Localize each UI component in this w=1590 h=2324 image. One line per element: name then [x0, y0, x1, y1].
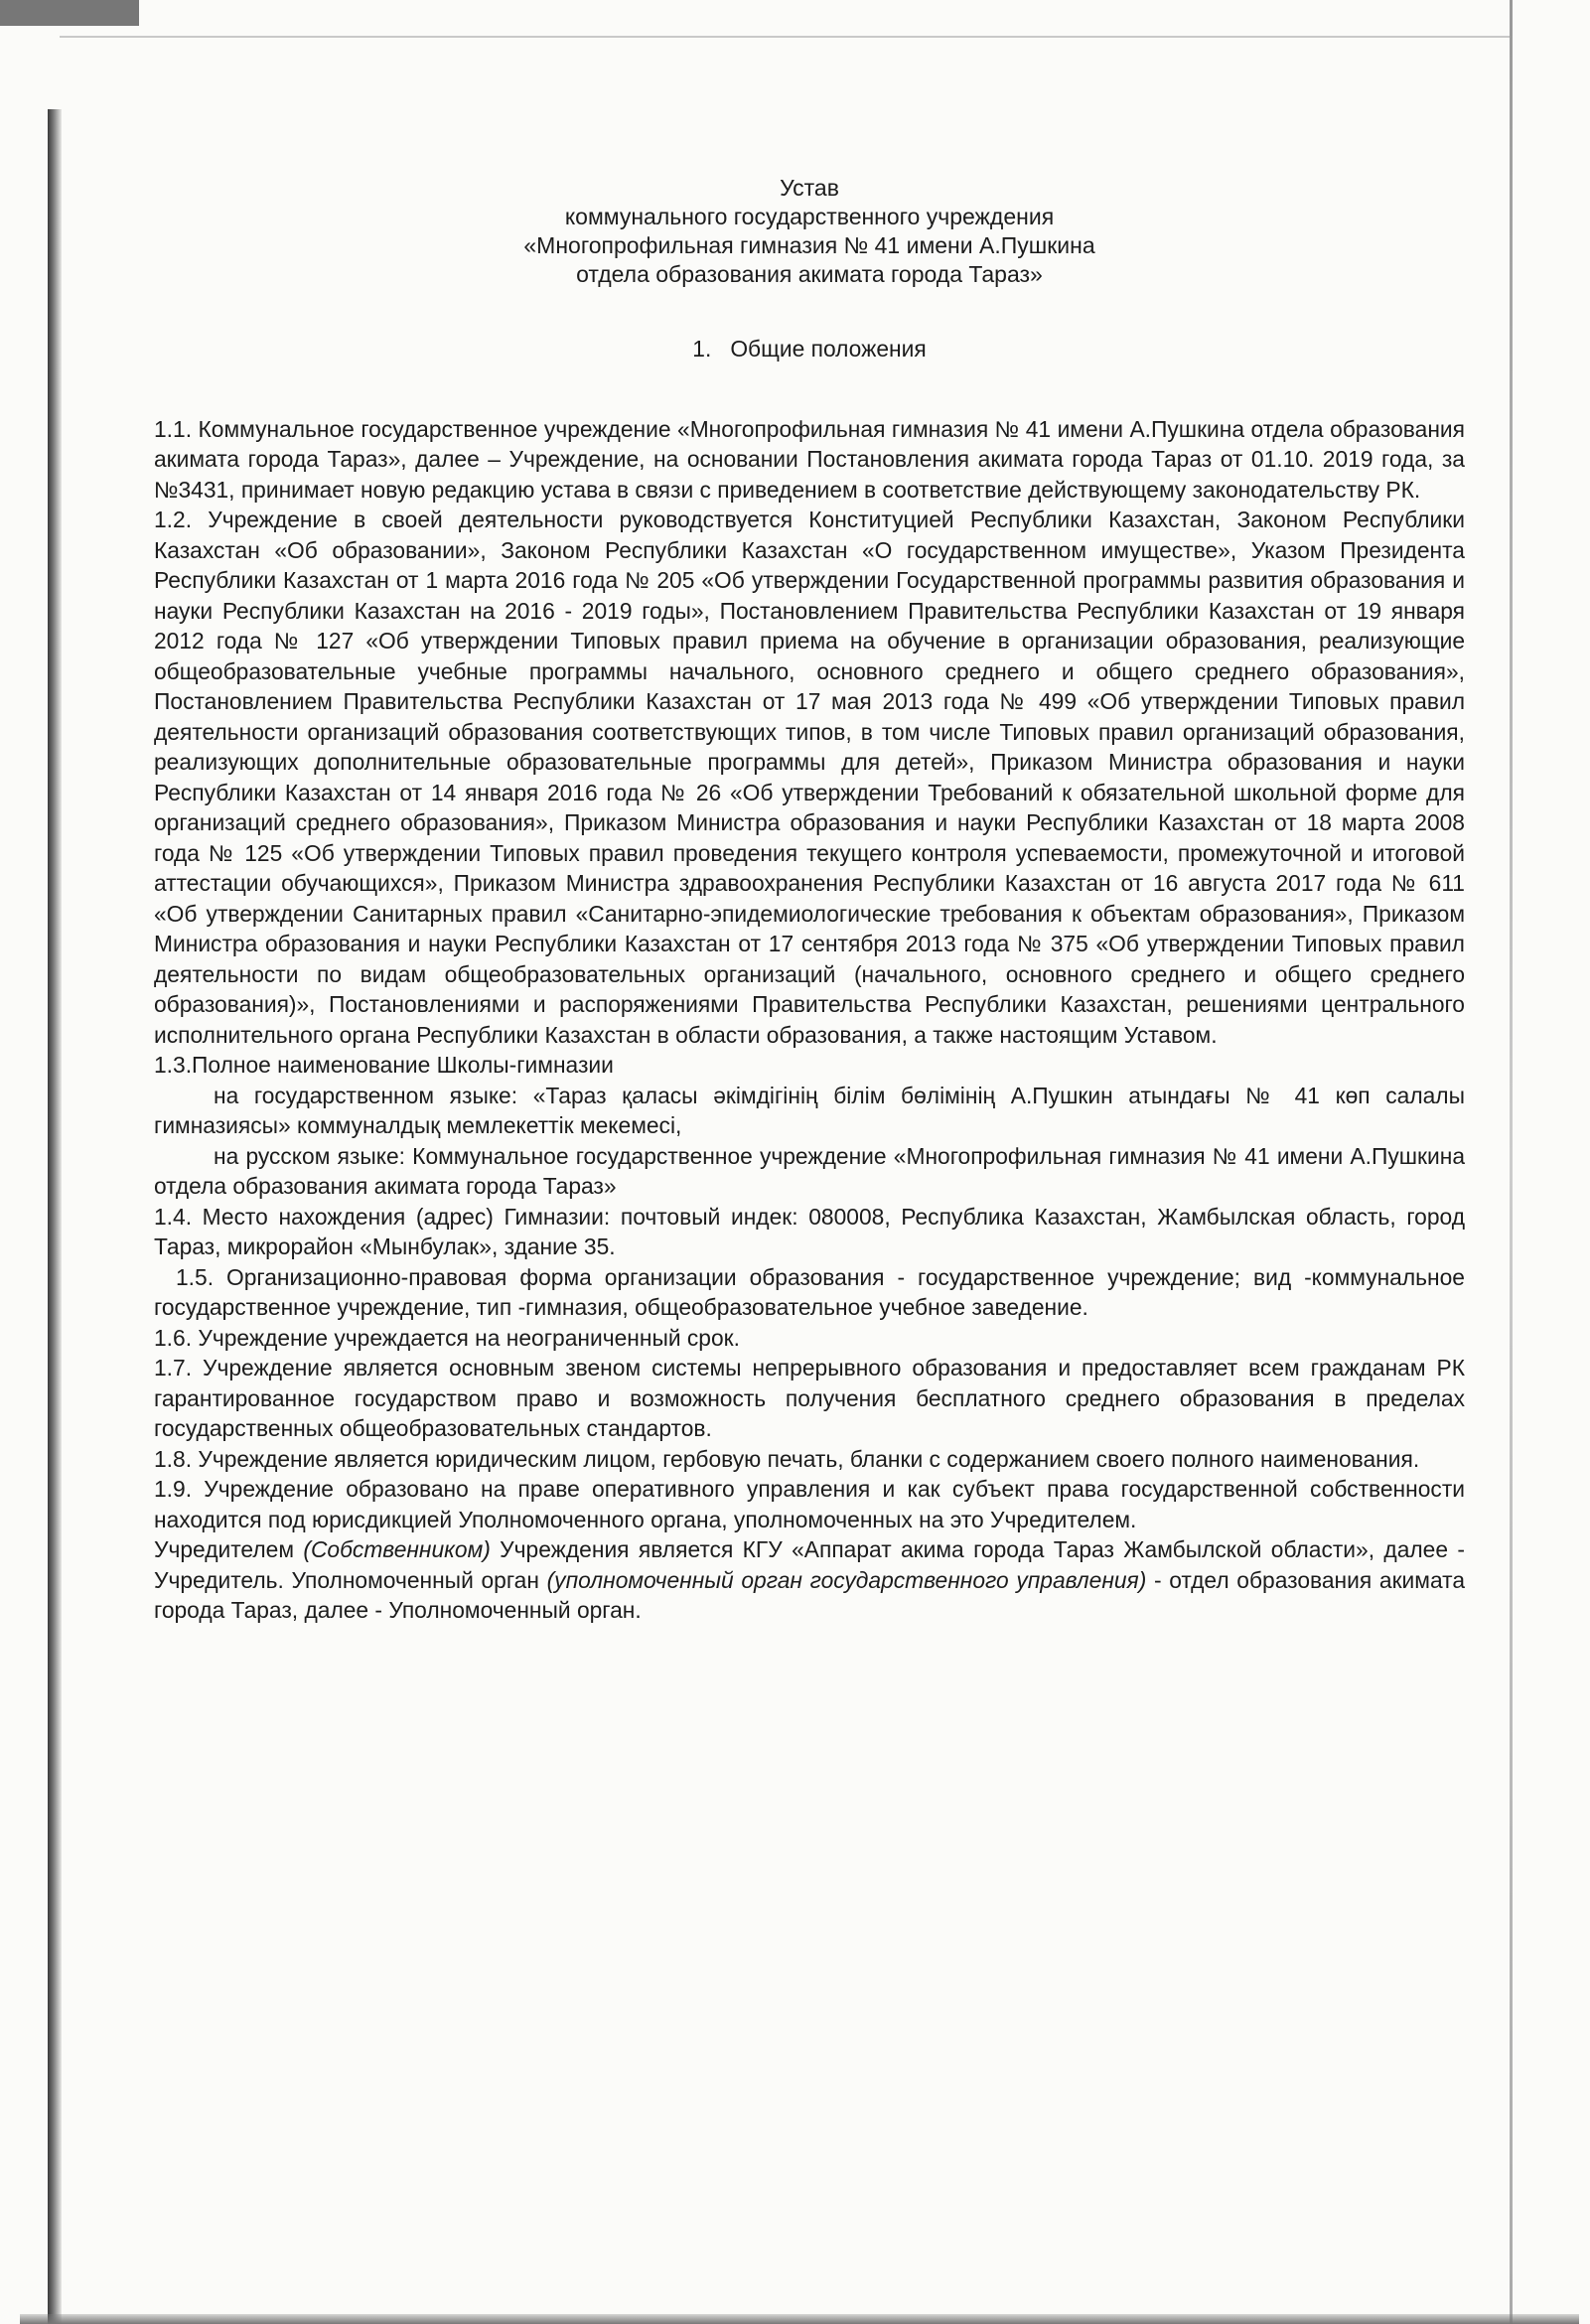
paragraph-1-5: 1.5. Организационно-правовая форма организации образования - государственное учреждение; вид -коммунальное государственное учреждение, тип -гимназия, общеобразовательное учебное заведение. [154, 1263, 1465, 1320]
scan-edge-top [0, 0, 139, 26]
title-line-4: отдела образования акимата города Тараз» [576, 261, 1043, 287]
paragraph-1-1: 1.1. Коммунальное государственное учреждение «Многопрофильная гимназия № 41 имени А.Пушкина отдела образования акимата города Тараз», далее – Учреждение, на основании Постановления акимата города Тараз от 01.10. 2019 года, за №3431, принимает новую редакцию устава в связи с приведением в соответствие действующему законодательству РК. [154, 415, 1465, 503]
founder-owner-italic: (Собственником) [303, 1536, 491, 1562]
paragraph-founder [154, 1534, 1465, 1626]
paragraph-1-3: 1.3.Полное наименование Школы-гимназии [154, 1052, 614, 1078]
founder-text-1: Учредителем [154, 1536, 304, 1562]
scan-edge-line [60, 36, 1510, 38]
document-title [154, 174, 1465, 289]
paragraph-1-3-kz: на государственном языке: «Тараз қаласы әкімдігінің білім бөлімінің А.Пушкин атындағы № 41 көп салалы гимназиясы» коммуналдық мемлекеттік мекемесі, [154, 1082, 1465, 1138]
founder-text-3: - отдел образования акимата города Тараз, далее - Уполномоченный орган. [154, 1566, 1465, 1623]
scan-edge-bottom [20, 2314, 1579, 2324]
title-line-3: «Многопрофильная гимназия № 41 имени А.Пушкина [523, 232, 1095, 258]
founder-authority-italic: (уполномоченный орган государственного управления) [546, 1566, 1147, 1593]
founder-text-2: Учреждения является КГУ «Аппарат акима города Тараз Жамбылской области», далее - Учредитель. Уполномоченный орган [154, 1536, 1465, 1593]
section-heading [154, 334, 1465, 364]
section-number: 1. [692, 336, 712, 362]
paragraph-1-3-ru: на русском языке: Коммунальное государственное учреждение «Многопрофильная гимназия № 41 имени А.Пушкина отдела образования акимата города Тараз» [154, 1142, 1465, 1199]
title-line-2: коммунального государственного учреждения [564, 204, 1055, 229]
paragraph-1-2: 1.2. Учреждение в своей деятельности руководствуется Конституцией Республики Казахстан, Законом Республики Казахстан «Об образовании», Законом Республики Казахстан «О государственном имуществе», Указом Президента Республики Казахстан от 1 марта 2016 года № 205 «Об утверждении Государственной программы развития образования и науки Республики Казахстан на 2016 - 2019 годы», Постановлением Правительства Республики Казахстан от 19 января 2012 года № 127 «Об утверждении Типовых правил приема на обучение в организации образования, реализующие общеобразовательные учебные программы начального, основного среднего и общего среднего образования», Постановлением Правительства Республики Казахстан от 17 мая 2013 года № 499 «Об утверждении Типовых правил деятельности организаций образования соответствующих типов, в том числе Типовых правил организаций образования, реализующих дополнительные образовательные программы для детей», Приказом Министра образования и науки Республики Казахстан от 14 января 2016 года № 26 «Об утверждении Требований к обязательной школьной форме для организаций среднего образования», Приказом Министра образования и науки Республики Казахстан от 18 марта 2008 года № 125 «Об утверждении Типовых правил проведения текущего контроля успеваемости, промежуточной и итоговой аттестации обучающихся», Приказом Министра здравоохранения Республики Казахстан от 16 августа 2017 года № 611 «Об утверждении Санитарных правил «Санитарно-эпидемиологические требования к объектам образования», Приказом Министра образования и науки Республики Казахстан от 17 сентября 2013 года № 375 «Об утверждении Типовых правил деятельности по видам общеобразовательных организаций (начального, основного среднего и общего среднего образования)», Постановлениями и распоряжениями Правительства Республики Казахстан, решениями центрального исполнительного органа Республики Казахстан в области образования, а также настоящим Уставом. [154, 507, 1465, 1048]
paragraph-1-4: 1.4. Место нахождения (адрес) Гимназии: почтовый индек: 080008, Республика Казахстан, Жамбылская область, город Тараз, микрорайон «Мынбулак», здание 35. [154, 1203, 1465, 1259]
section-title: Общие положения [730, 336, 927, 362]
document-body [154, 174, 1465, 1626]
paragraph-1-6: 1.6. Учреждение учреждается на неограниченный срок. [154, 1324, 740, 1351]
paragraph-1-9: 1.9. Учреждение образовано на праве оперативного управления и как субъект права государственной собственности находится под юрисдикцией Уполномоченного органа, уполномоченных на это Учредителем. [154, 1476, 1465, 1532]
scan-edge-right [1510, 0, 1513, 2324]
paragraph-1-7: 1.7. Учреждение является основным звеном системы непрерывного образования и предоставляет всем гражданам РК гарантированное государством право и возможность получения бесплатного среднего образования в пределах государственных общеобразовательных стандартов. [154, 1355, 1465, 1441]
scan-edge-left [48, 109, 62, 2324]
paragraph-1-8: 1.8. Учреждение является юридическим лицом, гербовую печать, бланки с содержанием своего полного наименования. [154, 1445, 1420, 1472]
title-line-1: Устав [780, 175, 839, 201]
